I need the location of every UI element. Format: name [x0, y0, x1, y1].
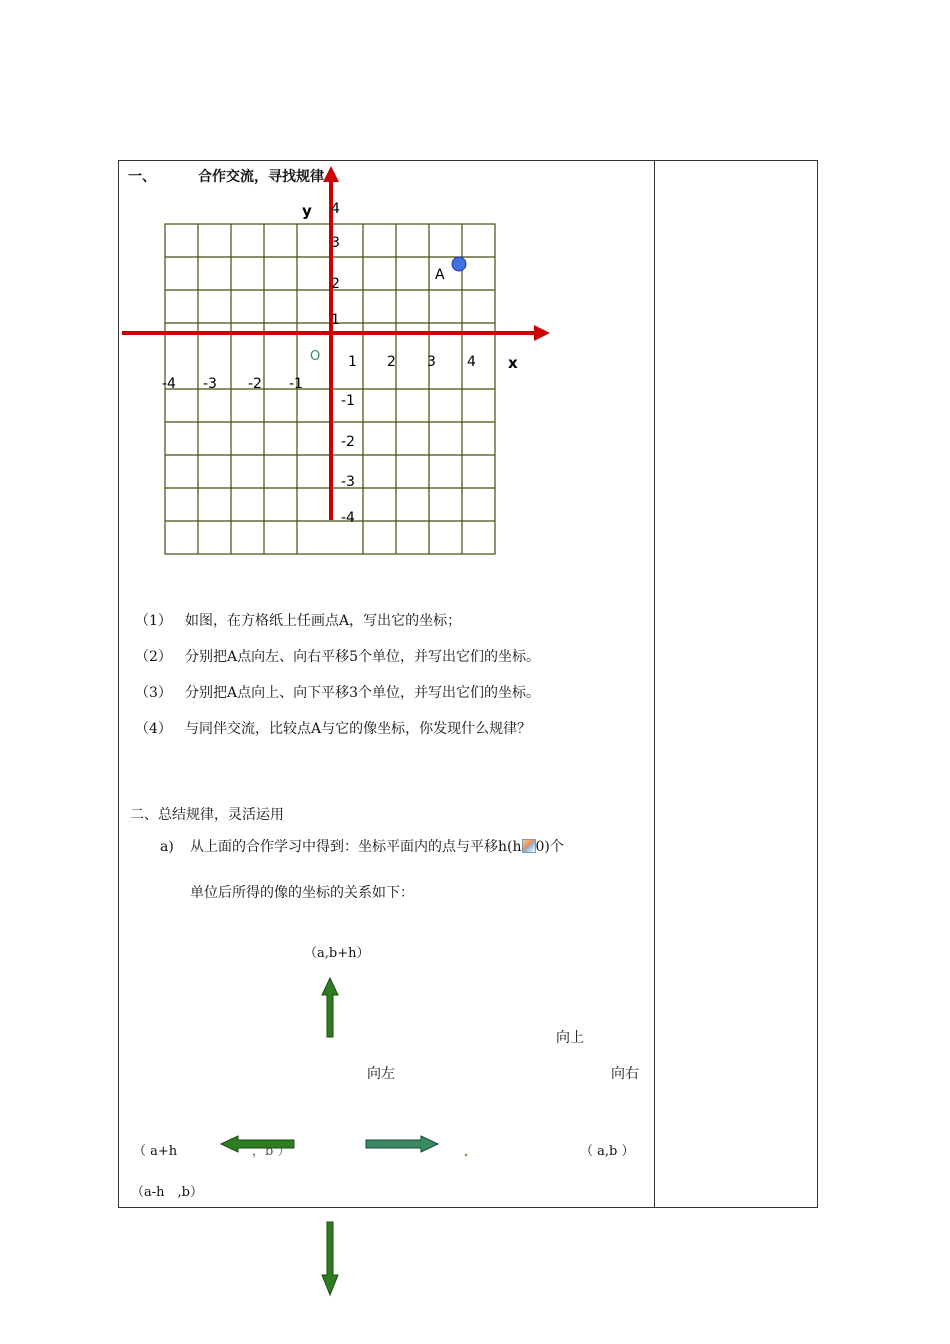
down-arrow-icon: [322, 1222, 338, 1295]
point-a-label: A: [435, 267, 445, 283]
x-tick-label: -2: [248, 376, 262, 392]
y-tick-label: 4: [331, 201, 340, 217]
question-number: （1）: [135, 613, 172, 629]
label-up: 向上: [556, 1030, 584, 1046]
coord-down: （a-h ,b）: [131, 1185, 203, 1200]
y-tick-label: -4: [341, 510, 355, 526]
y-tick-label: -3: [341, 474, 355, 490]
x-tick-label: -3: [203, 376, 217, 392]
question-number: （4）: [135, 721, 172, 737]
section-2-heading: 二、总结规律，灵活运用: [130, 807, 284, 823]
x-tick-label: 2: [387, 354, 396, 370]
label-right: 向右: [611, 1066, 639, 1082]
y-tick-label: 1: [331, 312, 340, 328]
question-text: 分别把A点向上、向下平移3个单位，并写出它们的坐标。: [185, 685, 541, 701]
coord-left-a: （ a+h: [133, 1144, 178, 1159]
label-left: 向左: [367, 1066, 395, 1082]
stray-dot: [465, 1154, 467, 1156]
section-1-number: 一、: [128, 169, 156, 185]
x-tick-label: 1: [348, 354, 357, 370]
question-text: 分别把A点向左、向右平移5个单位，并写出它们的坐标。: [185, 649, 541, 665]
item-a-marker: a): [160, 839, 174, 855]
y-tick-label: -2: [341, 434, 355, 450]
up-arrow-icon: [322, 978, 338, 1037]
coord-up: （a,b+h）: [304, 946, 370, 961]
right-arrow-icon: [366, 1136, 438, 1152]
question-number: （3）: [135, 685, 172, 701]
question-text: 如图，在方格纸上任画点A，写出它的坐标；: [185, 613, 462, 629]
y-tick-label: -1: [341, 393, 355, 409]
y-axis-label: y: [302, 202, 312, 220]
section-1-title: 合作交流，寻找规律: [198, 169, 324, 185]
item-a-text-cont: 0)个: [535, 839, 564, 855]
item-a-line-2: 单位后所得的像的坐标的关系如下：: [190, 885, 414, 901]
x-axis-label: x: [508, 354, 518, 372]
x-tick-label: 4: [467, 354, 476, 370]
coord-left-b: ，b ）: [252, 1144, 291, 1159]
x-tick-label: -4: [162, 376, 176, 392]
y-tick-label: 2: [331, 276, 340, 292]
coord-right: （ a,b ）: [580, 1144, 635, 1159]
item-a-text: 从上面的合作学习中得到：坐标平面内的点与平移h(h: [190, 839, 522, 855]
origin-label: O: [310, 349, 321, 364]
x-tick-label: 3: [427, 354, 436, 370]
question-text: 与同伴交流，比较点A与它的像坐标，你发现什么规律？: [185, 721, 532, 737]
question-number: （2）: [135, 649, 172, 665]
y-tick-label: 3: [331, 235, 340, 251]
x-tick-label: -1: [289, 376, 303, 392]
